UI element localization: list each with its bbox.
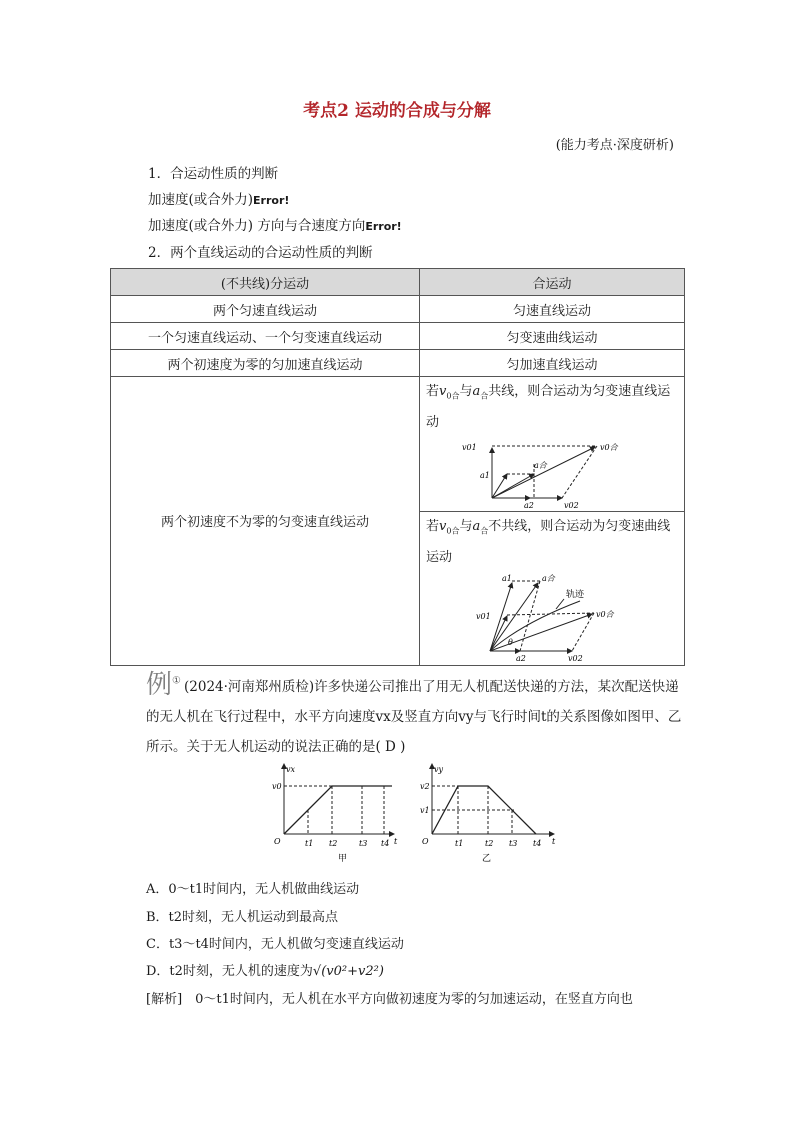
jia-t1: t1: [305, 839, 314, 848]
vector-diagram-collinear: [452, 438, 652, 508]
motion-table: [110, 268, 685, 666]
table-row: [111, 350, 685, 377]
jia-t3: t3: [359, 839, 368, 848]
table-row: [111, 296, 685, 323]
label-v02: v02: [564, 500, 579, 508]
analysis-text: [解析] 0～t1时间内，无人机在水平方向做初速度为零的匀加速运动，在竖直方向也: [146, 992, 633, 1007]
yi-ylabel: vy: [434, 765, 444, 774]
section1-line2: [148, 214, 402, 234]
yi-caption: 乙: [482, 854, 492, 864]
jia-t4: t4: [381, 839, 390, 848]
jia-t2: t2: [329, 839, 338, 848]
graph-jia: [268, 760, 398, 865]
table-header-cell: 合运动: [420, 269, 685, 296]
example-number: ①: [172, 675, 181, 687]
option-a: A．0～t1时间内，无人机做曲线运动: [146, 882, 360, 897]
yi-v2: v2: [420, 782, 430, 791]
jia-t: t: [394, 837, 398, 846]
jia-caption: 甲: [338, 854, 348, 864]
vector-diagram-noncollinear: [452, 573, 652, 665]
label-theta: θ: [508, 637, 513, 647]
case2-text: 若$v_{0合}$与$a_合$不共线，则合运动为匀变速曲线运动: [426, 519, 671, 565]
jia-origin: O: [274, 837, 281, 846]
table-case-cell: [420, 512, 685, 666]
yi-t3: t3: [509, 839, 518, 848]
error-text: Error!: [253, 194, 290, 207]
table-case-cell: [420, 377, 685, 512]
example-text: (2024·河南郑州质检)许多快递公司推出了用无人机配送快递的方法，某次配送快递的无人机在飞行过程中，水平方向速度vx及竖直方向vy与飞行时间t的关系图像如图甲、乙所示。关于无人机运动的说法正确的是( D ): [146, 679, 682, 755]
yi-origin: O: [422, 837, 429, 846]
jia-v0: v0: [272, 782, 282, 791]
option-d: [146, 960, 384, 979]
table-row: [111, 323, 685, 350]
label-v01: v01: [476, 611, 491, 621]
yi-t2: t2: [485, 839, 494, 848]
yi-t4: t4: [533, 839, 542, 848]
label-v0h: v0合: [596, 609, 614, 619]
page-subtitle: (能力考点·深度研析): [555, 138, 674, 153]
table-header-row: [111, 269, 685, 296]
section1-heading: 1．合运动性质的判断: [148, 166, 279, 182]
label-a2: a2: [524, 500, 534, 508]
label-a1: a1: [502, 573, 512, 583]
error-text: Error!: [365, 220, 402, 233]
option-c: C．t3～t4时间内，无人机做匀变速直线运动: [146, 937, 404, 952]
yi-t: t: [552, 837, 556, 846]
label-guiji: 轨迹: [566, 589, 585, 600]
label-v01: v01: [462, 442, 477, 452]
table-cell: 匀速直线运动: [420, 296, 685, 323]
section1-line1: [148, 188, 289, 208]
label-ah: a合: [534, 460, 547, 470]
table-cell: 匀变速曲线运动: [420, 323, 685, 350]
table-header-cell: (不共线)分运动: [111, 269, 420, 296]
section2-heading: 2．两个直线运动的合运动性质的判断: [148, 245, 373, 261]
option-b: B．t2时刻，无人机运动到最高点: [146, 910, 339, 925]
yi-t1: t1: [455, 839, 464, 848]
case1-text: 若$v_{0合}$与$a_合$共线，则合运动为匀变速直线运动: [426, 384, 671, 430]
table-cell: 两个初速度为零的匀加速直线运动: [111, 350, 420, 377]
section1-line1-text: 加速度(或合外力): [148, 192, 254, 208]
page-title: 考点2 运动的合成与分解: [303, 101, 491, 121]
jia-ylabel: vx: [286, 765, 296, 774]
table-cell: 匀加速直线运动: [420, 350, 685, 377]
option-d-formula: √(v0²+v2²): [312, 964, 384, 979]
label-ah: a合: [542, 573, 555, 583]
section1-line2-text: 加速度(或合外力) 方向与合速度方向: [148, 218, 366, 234]
option-d-text: D．t2时刻，无人机的速度为: [146, 964, 313, 979]
graph-yi: [418, 760, 558, 865]
label-v02: v02: [568, 653, 583, 663]
label-a1: a1: [480, 470, 490, 480]
table-cell: 两个匀速直线运动: [111, 296, 420, 323]
example-mark: 例①: [146, 670, 181, 700]
yi-v1: v1: [420, 806, 430, 815]
label-a2: a2: [516, 653, 526, 663]
label-v0h: v0合: [600, 442, 618, 452]
table-cell: 两个初速度不为零的匀变速直线运动: [111, 377, 420, 666]
table-cell: 一个匀速直线运动、一个匀变速直线运动: [111, 323, 420, 350]
table-row: [111, 377, 685, 512]
